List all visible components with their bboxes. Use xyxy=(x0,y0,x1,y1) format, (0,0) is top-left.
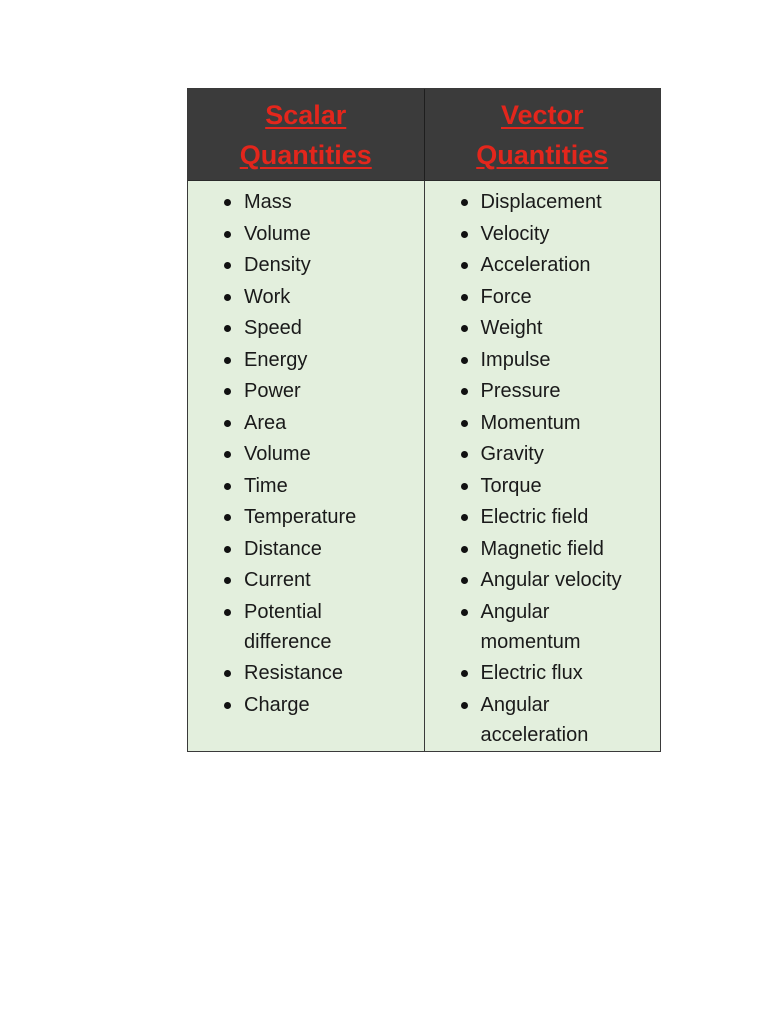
vector-item-label: Electric field xyxy=(480,506,589,528)
scalar-item-label: Resistance xyxy=(244,662,343,684)
bullet-icon xyxy=(224,357,231,364)
bullet-icon xyxy=(461,262,468,269)
bullet-icon xyxy=(461,609,468,616)
scalar-list-item xyxy=(188,439,424,469)
vector-item-label: Angular velocity xyxy=(480,569,622,591)
bullet-icon xyxy=(224,451,231,458)
scalar-list-item xyxy=(188,597,424,657)
vector-item-label: Pressure xyxy=(480,380,561,402)
vector-item-label: Angular momentum xyxy=(480,600,581,653)
scalar-item-label: Area xyxy=(244,411,287,434)
scalar-item-label: Energy xyxy=(244,348,308,371)
scalar-heading: Scalar Quantities xyxy=(239,99,372,170)
vector-heading: Vector Quantities xyxy=(476,99,609,170)
bullet-icon xyxy=(461,357,468,364)
scalar-item-label: Work xyxy=(244,285,291,308)
bullet-icon xyxy=(224,483,231,490)
bullet-icon xyxy=(461,420,468,427)
scalar-list-item xyxy=(188,219,424,249)
scalar-list-item xyxy=(188,408,424,438)
vector-list-item xyxy=(425,690,661,750)
vector-header-cell xyxy=(424,89,661,180)
scalar-list-item xyxy=(188,658,424,688)
scalar-item-label: Time xyxy=(244,474,288,497)
scalar-item-label: Volume xyxy=(244,222,311,245)
vector-list-item xyxy=(425,345,661,375)
vector-item-label: Impulse xyxy=(480,348,551,371)
vector-list-item xyxy=(425,471,661,501)
bullet-icon xyxy=(224,577,231,584)
scalar-list-item xyxy=(188,313,424,343)
bullet-icon xyxy=(461,483,468,490)
vector-list-item xyxy=(425,219,661,249)
vector-list-item xyxy=(425,282,661,312)
bullet-icon xyxy=(461,325,468,332)
scalar-list-item xyxy=(188,250,424,280)
bullet-icon xyxy=(224,546,231,553)
vector-list-item xyxy=(425,658,661,688)
scalar-list-item xyxy=(188,376,424,406)
bullet-icon xyxy=(461,577,468,584)
vector-list-item xyxy=(425,313,661,343)
scalar-header-cell xyxy=(188,89,424,180)
scalar-list-item xyxy=(188,282,424,312)
table-body-row xyxy=(188,181,660,751)
bullet-icon xyxy=(224,514,231,521)
scalar-list-item xyxy=(188,471,424,501)
vector-item-label: Displacement xyxy=(480,191,602,213)
bullet-icon xyxy=(461,199,468,206)
scalar-item-label: Current xyxy=(244,569,311,591)
vector-list-item xyxy=(425,187,661,217)
bullet-icon xyxy=(224,231,231,238)
scalar-list xyxy=(188,187,424,720)
vector-list-item xyxy=(425,565,661,595)
bullet-icon xyxy=(461,546,468,553)
bullet-icon xyxy=(224,388,231,395)
vector-list-item xyxy=(425,408,661,438)
bullet-icon xyxy=(461,231,468,238)
vector-item-label: Magnetic field xyxy=(480,537,604,560)
scalar-item-label: Potential difference xyxy=(244,600,332,653)
bullet-icon xyxy=(224,325,231,332)
vector-list-item xyxy=(425,250,661,280)
vector-item-label: Electric flux xyxy=(480,662,583,684)
vector-item-label: Force xyxy=(480,285,532,308)
vector-item-label: Weight xyxy=(480,317,543,339)
scalar-list-item xyxy=(188,690,424,720)
vector-list-item xyxy=(425,534,661,564)
vector-list xyxy=(425,187,661,750)
table-header-row xyxy=(188,89,660,181)
bullet-icon xyxy=(224,609,231,616)
scalar-column xyxy=(188,181,424,751)
vector-list-item xyxy=(425,439,661,469)
scalar-list-item xyxy=(188,502,424,532)
scalar-item-label: Density xyxy=(244,254,311,276)
vector-list-item xyxy=(425,502,661,532)
bullet-icon xyxy=(461,451,468,458)
vector-item-label: Angular acceleration xyxy=(480,693,589,746)
scalar-item-label: Volume xyxy=(244,443,311,465)
bullet-icon xyxy=(224,294,231,301)
bullet-icon xyxy=(461,294,468,301)
vector-item-label: Acceleration xyxy=(480,254,591,276)
scalar-item-label: Mass xyxy=(244,191,292,213)
scalar-item-label: Charge xyxy=(244,693,310,716)
vector-item-label: Momentum xyxy=(480,411,581,434)
scalar-list-item xyxy=(188,187,424,217)
bullet-icon xyxy=(224,702,231,709)
bullet-icon xyxy=(224,199,231,206)
bullet-icon xyxy=(461,388,468,395)
vector-item-label: Velocity xyxy=(480,222,550,245)
vector-list-item xyxy=(425,597,661,657)
bullet-icon xyxy=(224,262,231,269)
bullet-icon xyxy=(461,670,468,677)
scalar-list-item xyxy=(188,345,424,375)
quantities-table xyxy=(187,88,661,752)
vector-item-label: Gravity xyxy=(480,443,544,465)
vector-list-item xyxy=(425,376,661,406)
scalar-list-item xyxy=(188,534,424,564)
bullet-icon xyxy=(224,670,231,677)
vector-column xyxy=(424,181,661,751)
vector-item-label: Torque xyxy=(480,474,542,497)
scalar-item-label: Temperature xyxy=(244,506,357,528)
bullet-icon xyxy=(461,514,468,521)
scalar-item-label: Distance xyxy=(244,537,322,560)
scalar-item-label: Power xyxy=(244,380,301,402)
bullet-icon xyxy=(461,702,468,709)
scalar-list-item xyxy=(188,565,424,595)
scalar-item-label: Speed xyxy=(244,317,302,339)
bullet-icon xyxy=(224,420,231,427)
